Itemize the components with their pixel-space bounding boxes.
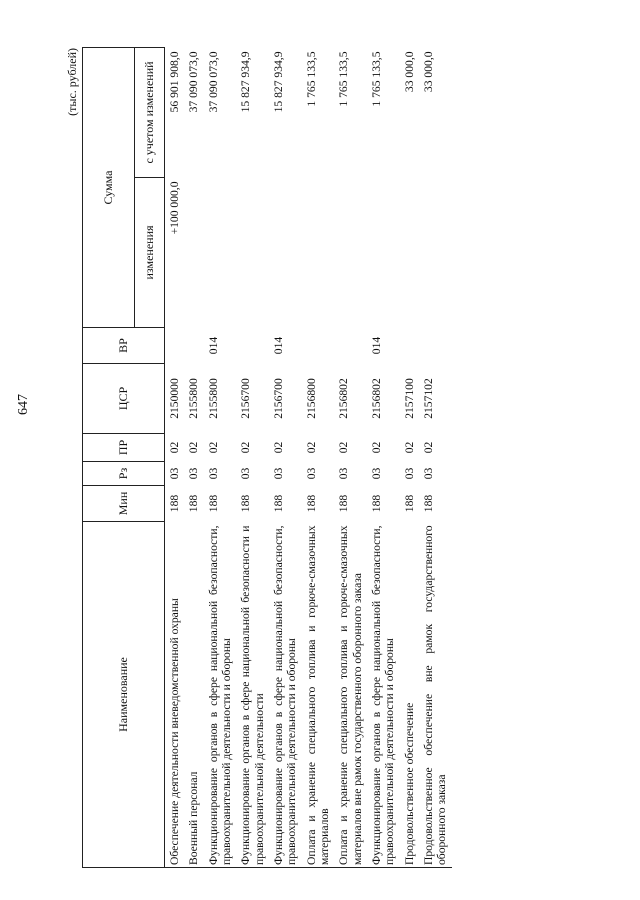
table-row xyxy=(367,47,400,867)
row-change xyxy=(204,178,237,328)
row-pr: 02 xyxy=(304,441,318,454)
table-body xyxy=(165,47,452,867)
row-vr: 014 xyxy=(206,336,220,355)
row-rz: 03 xyxy=(271,467,285,480)
row-csr: 2155800 xyxy=(187,378,201,419)
row-csr: 2157102 xyxy=(421,378,435,419)
row-rz: 03 xyxy=(206,467,220,480)
row-min: 188 xyxy=(304,494,318,513)
table-row xyxy=(165,47,185,867)
table-row xyxy=(302,47,335,867)
row-change xyxy=(236,178,269,328)
row-min: 188 xyxy=(206,494,220,513)
row-vr xyxy=(184,328,203,364)
row-name: Функционирование органов в сфере национальной безопасности, правоохранительной деятельности и обороны xyxy=(367,522,400,868)
row-change xyxy=(269,178,302,328)
row-change xyxy=(400,178,419,328)
header-pr: ПР xyxy=(83,434,165,462)
row-vr xyxy=(302,328,335,364)
row-rz: 03 xyxy=(337,467,351,480)
row-csr: 2156800 xyxy=(304,378,318,419)
row-change xyxy=(419,178,452,328)
row-csr: 2155800 xyxy=(206,378,220,419)
row-csr: 2156802 xyxy=(369,378,383,419)
table-row xyxy=(236,47,269,867)
header-changes: изменения xyxy=(135,178,165,328)
row-name: Военный персонал xyxy=(184,522,203,868)
row-name: Продовольственное обеспечение xyxy=(400,522,419,868)
row-rz: 03 xyxy=(239,467,253,480)
header-vr: ВР xyxy=(83,328,165,364)
row-csr: 2156802 xyxy=(337,378,351,419)
row-pr: 02 xyxy=(369,441,383,454)
header-min: Мин xyxy=(83,486,165,522)
row-min: 188 xyxy=(271,494,285,513)
row-pr: 02 xyxy=(271,441,285,454)
row-change xyxy=(367,178,400,328)
row-rz: 03 xyxy=(369,467,383,480)
table-row xyxy=(204,47,237,867)
header-csr: ЦСР xyxy=(83,364,165,434)
row-total: 1 765 133,5 xyxy=(304,51,318,107)
row-pr: 02 xyxy=(239,441,253,454)
row-change xyxy=(184,178,203,328)
row-change: +100 000,0 xyxy=(168,181,181,235)
table-row xyxy=(269,47,302,867)
row-vr xyxy=(165,328,185,364)
row-pr: 02 xyxy=(187,441,201,454)
table-row xyxy=(184,47,203,867)
budget-table xyxy=(82,47,452,868)
row-min: 188 xyxy=(187,494,201,513)
row-rz: 03 xyxy=(402,467,416,480)
row-total: 1 765 133,5 xyxy=(369,51,383,107)
row-pr: 02 xyxy=(206,441,220,454)
row-total: 1 765 133,5 xyxy=(337,51,351,107)
row-name: Функционирование органов в сфере национальной безопасности и правоохранительной деятельности xyxy=(236,522,269,868)
row-pr: 02 xyxy=(421,441,435,454)
row-min: 188 xyxy=(369,494,383,513)
rotated-table-page xyxy=(60,48,580,868)
row-vr xyxy=(419,328,452,364)
row-min: 188 xyxy=(239,494,253,513)
row-total: 37 090 073,0 xyxy=(206,51,220,113)
row-rz: 03 xyxy=(168,467,181,480)
row-total: 56 901 908,0 xyxy=(168,51,181,113)
row-min: 188 xyxy=(421,494,435,513)
row-total: 33 000,0 xyxy=(421,51,435,93)
row-name: Оплата и хранение специального топлива и горюче-смазочных материалов вне рамок государственного оборонного заказа xyxy=(334,522,367,868)
row-vr: 014 xyxy=(271,336,285,355)
row-vr xyxy=(236,328,269,364)
row-change xyxy=(302,178,335,328)
row-vr xyxy=(400,328,419,364)
page-number: 647 xyxy=(16,394,31,415)
units-label: (тыс. рублей) xyxy=(65,48,79,116)
row-name: Продовольственное обеспечение вне рамок государственного оборонного заказа xyxy=(419,522,452,868)
row-name: Функционирование органов в сфере национальной безопасности, правоохранительной деятельности и обороны xyxy=(269,522,302,868)
row-csr: 2150000 xyxy=(168,378,181,419)
row-rz: 03 xyxy=(421,467,435,480)
row-min: 188 xyxy=(168,494,181,513)
header-rz: Рз xyxy=(83,462,165,486)
row-min: 188 xyxy=(402,494,416,513)
row-pr: 02 xyxy=(402,441,416,454)
row-vr xyxy=(334,328,367,364)
row-name: Функционирование органов в сфере национальной безопасности, правоохранительной деятельности и обороны xyxy=(204,522,237,868)
row-vr: 014 xyxy=(369,336,383,355)
header-name: Наименование xyxy=(83,522,165,868)
row-rz: 03 xyxy=(187,467,201,480)
row-total: 15 827 934,9 xyxy=(239,51,253,113)
header-sum: Сумма xyxy=(83,47,135,327)
row-total: 15 827 934,9 xyxy=(271,51,285,113)
row-pr: 02 xyxy=(168,441,181,454)
row-total: 33 000,0 xyxy=(402,51,416,93)
row-pr: 02 xyxy=(337,441,351,454)
row-change xyxy=(334,178,367,328)
row-csr: 2156700 xyxy=(271,378,285,419)
table-row xyxy=(334,47,367,867)
row-rz: 03 xyxy=(304,467,318,480)
table-row xyxy=(400,47,419,867)
row-name: Обеспечение деятельности вневедомственной охраны xyxy=(165,522,185,868)
row-name: Оплата и хранение специального топлива и горюче-смазочных материалов xyxy=(302,522,335,868)
header-with-changes: с учетом изменений xyxy=(135,47,165,177)
table-row xyxy=(419,47,452,867)
row-total: 37 090 073,0 xyxy=(187,51,201,113)
row-min: 188 xyxy=(337,494,351,513)
row-csr: 2156700 xyxy=(239,378,253,419)
row-csr: 2157100 xyxy=(402,378,416,419)
